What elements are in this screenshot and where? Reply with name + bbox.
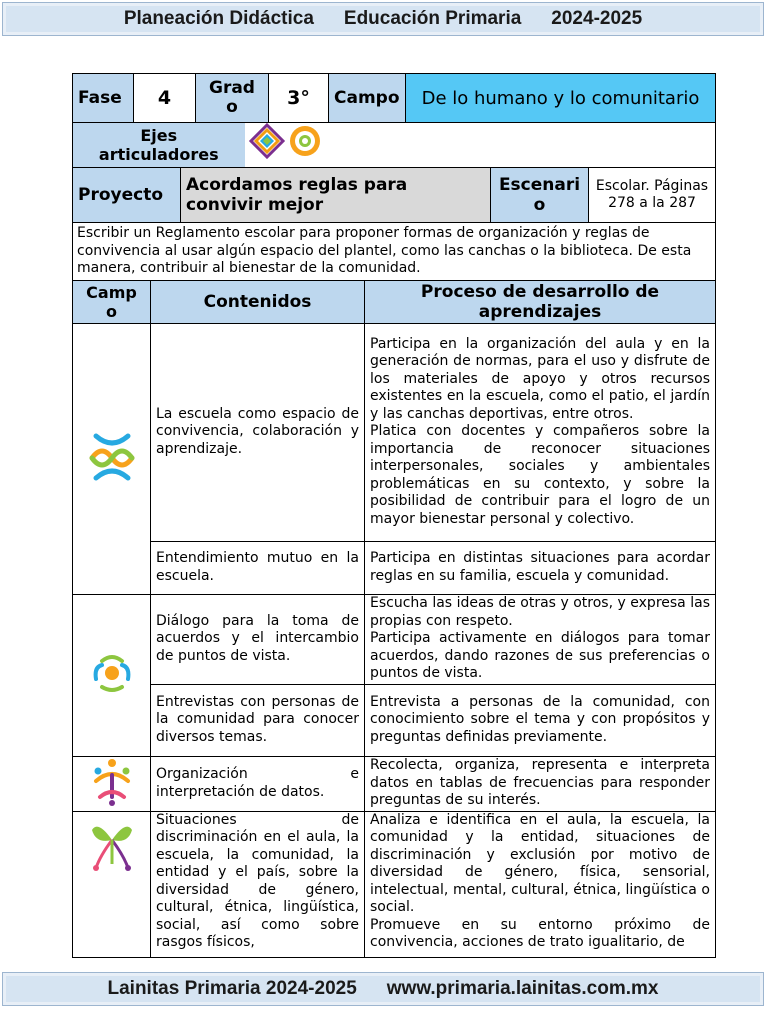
banner-title: Planeación Didáctica <box>123 8 314 29</box>
proceso-cell: Analiza e identifica en el aula, la escuela, la comunidad y la entidad, situaciones de discriminación y exclusión por motivo de diversidad de género, física, sensorial, intelectual, mental, cultural, étnica, lingüística o social. Promueve en su entorno próximo de convivencia, acciones de trato igualitario, de <box>365 811 716 957</box>
proceso-cell: Participa en distintas situaciones para acordar reglas en su familia, escuela y comunidad. <box>365 541 716 594</box>
contenido-cell: Entendimiento mutuo en la escuela. <box>151 541 365 594</box>
header-row-3 <box>72 167 716 223</box>
campo-label: Campo <box>329 74 406 123</box>
proceso-cell: Recolecta, organiza, representa e interpreta datos en tablas de frecuencias para responder preguntas de su interés. <box>365 756 716 811</box>
col-header-proceso: Proceso de desarrollo de aprendizajes <box>365 280 716 323</box>
col-header-contenidos: Contenidos <box>151 280 365 323</box>
orange-spiral-icon <box>290 126 320 156</box>
escenario-value: Escolar. Páginas 278 a la 287 <box>589 168 716 223</box>
diamond-arrows-icon <box>251 125 283 157</box>
contenido-cell: La escuela como espacio de convivencia, colaboración y aprendizaje. <box>151 323 365 541</box>
contenido-cell: Entrevistas con personas de la comunidad para conocer diversos temas. <box>151 684 365 756</box>
table-row <box>73 811 716 957</box>
banner-level: Educación Primaria <box>343 8 522 29</box>
contenido-cell: Diálogo para la toma de acuerdos y el intercambio de puntos de vista. <box>151 594 365 684</box>
ejes-label: Ejes articuladores <box>73 123 245 168</box>
contenido-cell: Situaciones de discriminación en el aula, la escuela, la comunidad, la entidad y el país, sobre la diversidad de género, cultural, étnica, lingüística, social, así como sobre rasgos físicos, <box>151 811 365 957</box>
table-row <box>73 684 716 756</box>
grado-label: Grad o <box>196 74 269 123</box>
grado-value: 3° <box>269 74 329 123</box>
banner-year: 2024-2025 <box>551 8 643 29</box>
col-header-campo: Camp o <box>73 280 151 323</box>
fase-value: 4 <box>134 74 196 123</box>
top-banner <box>2 2 764 36</box>
saberes-icon <box>90 757 134 807</box>
human-community-icon <box>88 432 136 482</box>
header-row-1 <box>72 73 716 123</box>
proyecto-label: Proyecto <box>73 168 181 223</box>
contents-header-row <box>73 280 716 323</box>
bottom-banner <box>2 972 764 1006</box>
campo-icon-cell <box>73 594 151 756</box>
footer-url[interactable]: www.primaria.lainitas.com.mx <box>386 978 659 999</box>
project-description: Escribir un Reglamento escolar para proponer formas de organización y reglas de convivencia al usar algún espacio del plantel, como las canchas o la biblioteca. De esta manera, contribuir al bienestar de la comunidad. <box>73 223 716 281</box>
languages-icon <box>92 653 132 693</box>
contents-table <box>72 280 716 958</box>
contenido-cell: Organización e interpretación de datos. <box>151 756 365 811</box>
table-row <box>73 541 716 594</box>
escenario-label: Escenari o <box>491 168 589 223</box>
planeacion-sheet <box>72 73 716 958</box>
proceso-cell: Escucha las ideas de otras y otros, y expresa las propias con respeto. Participa activamente en diálogos para tomar acuerdos, dando razones de sus preferencias o puntos de vista. <box>365 594 716 684</box>
campo-icon-cell <box>73 756 151 811</box>
header-row-2 <box>72 122 716 168</box>
etica-icon <box>88 816 136 872</box>
description-row <box>72 222 716 281</box>
table-row <box>73 756 716 811</box>
proceso-cell: Participa en la organización del aula y en la generación de normas, para el uso y disfrute de los materiales de apoyo y otros recursos existentes en la escuela, como el patio, el jardín y las canchas deportivas, entre otros. Platica con docentes y compañeros sobre la importancia de reconocer situaciones interpersonales, sociales y ambientales problemáticas en su contexto, y sobre la posibilidad de contribuir para el logro de un mayor bienestar personal y colectivo. <box>365 323 716 541</box>
footer-brand: Lainitas Primaria 2024-2025 <box>107 978 357 999</box>
table-row <box>73 323 716 541</box>
campo-value: De lo humano y lo comunitario <box>406 74 716 123</box>
campo-icon-cell <box>73 323 151 594</box>
proyecto-value: Acordamos reglas para convivir mejor <box>181 168 491 223</box>
proceso-cell: Entrevista a personas de la comunidad, con conocimiento sobre el tema y con propósitos y preguntas definidas previamente. <box>365 684 716 756</box>
campo-icon-cell <box>73 811 151 957</box>
table-row <box>73 594 716 684</box>
ejes-icons-svg <box>249 123 329 163</box>
fase-label: Fase <box>73 74 134 123</box>
ejes-icons <box>245 123 716 168</box>
